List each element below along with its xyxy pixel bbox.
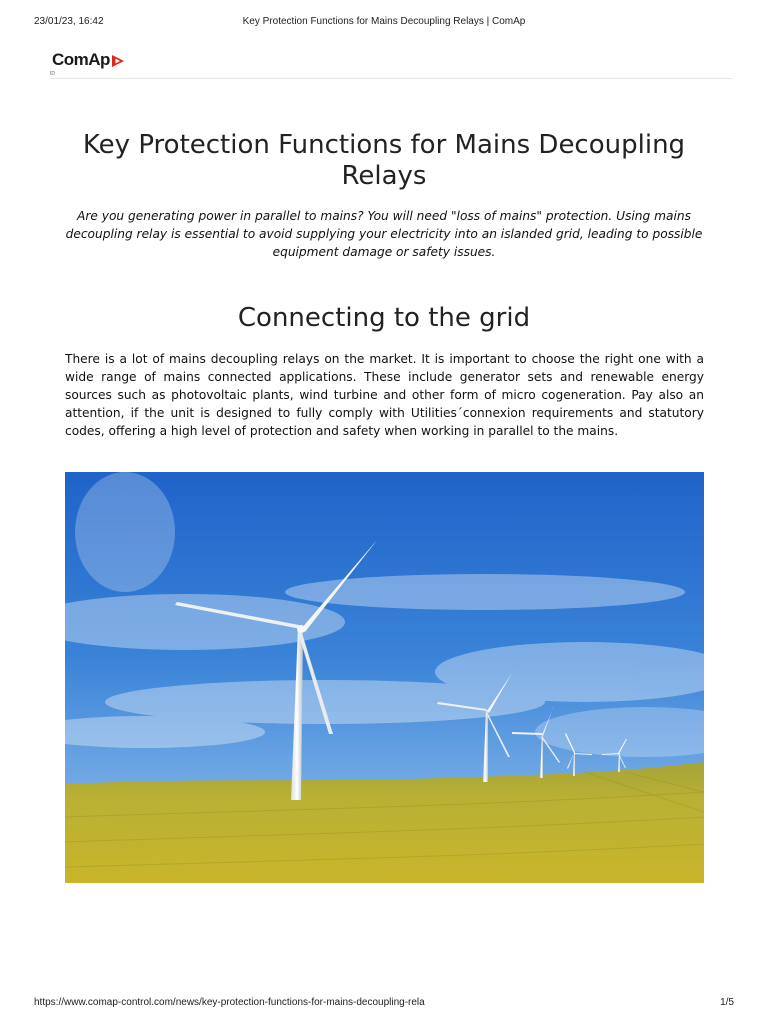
print-header [34, 16, 734, 30]
logo-sub: ID [50, 71, 55, 77]
site-header [50, 48, 732, 79]
play-icon [111, 54, 125, 68]
print-datetime: 23/01/23, 16:42 [34, 16, 104, 27]
comap-logo[interactable] [52, 50, 125, 70]
print-page-title: Key Protection Functions for Mains Decoupling Relays | ComAp [242, 16, 526, 27]
page-title: Key Protection Functions for Mains Decoupling Relays [82, 130, 686, 191]
logo-text: ComAp [52, 50, 110, 69]
section-heading: Connecting to the grid [237, 303, 531, 333]
print-page-number: 1/5 [720, 997, 734, 1008]
print-footer [34, 997, 734, 1011]
article-lead: Are you generating power in parallel to mains? You will need "loss of mains" protection. Using mains decoupling relay is essential to avoid supplying your electricity into an islanded grid, leading to possible equipment damage or safety issues. [65, 209, 703, 259]
print-url: https://www.comap-control.com/news/key-protection-functions-for-mains-decoupling-rela [34, 997, 425, 1008]
wind-turbines-image [65, 472, 704, 883]
article-body: There is a lot of mains decoupling relays on the market. It is important to choose the right one with a wide range of mains connected applications. These include generator sets and renewable energy sources such as photovoltaic plants, wind turbine and other form of micro cogeneration. Pay also an attention, if the unit is designed to fully comply with Utilities´connexion requirements and statutory codes, offering a high level of protection and safety when working in parallel to the mains. [65, 352, 704, 438]
